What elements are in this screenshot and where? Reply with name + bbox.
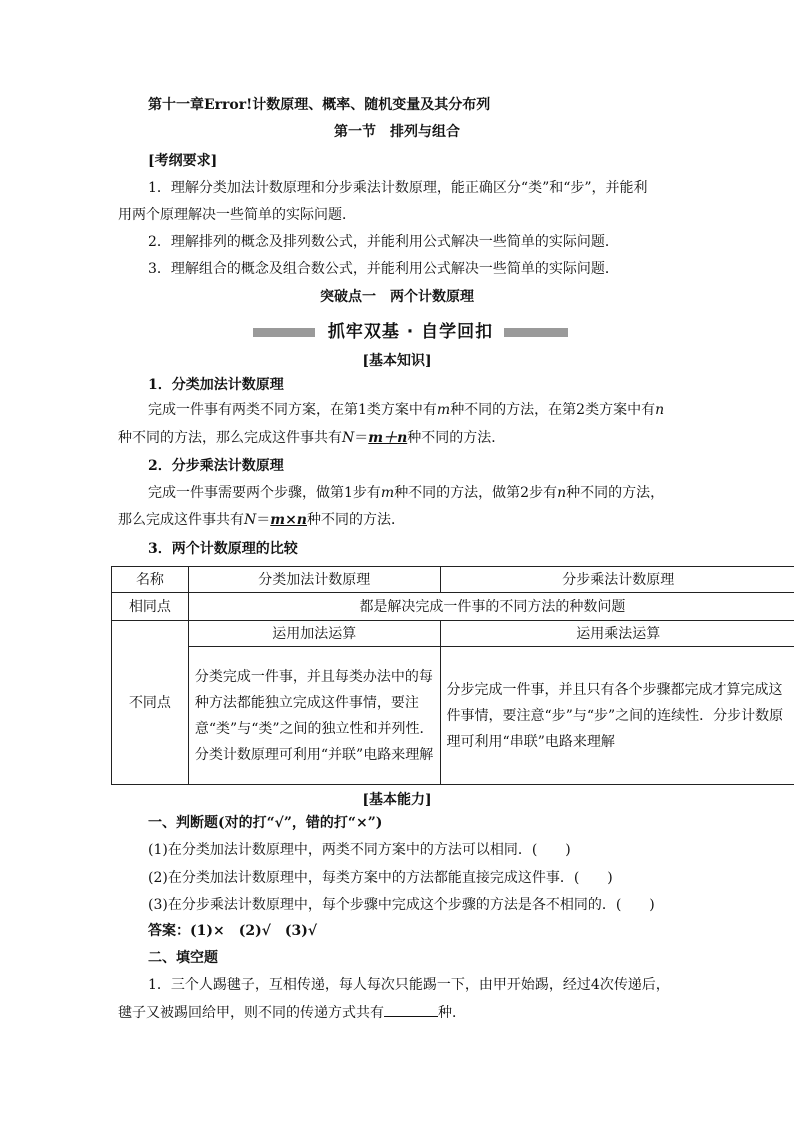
syllabus-item-1-line-2: 用两个原理解决一些简单的实际问题． [118, 207, 356, 223]
basic-ability-heading: [基本能力] [362, 792, 432, 808]
fill-question-1-line-1: 1．三个人踢毽子，互相传递，每人每次只能踢一下，由甲开始踢，经过4次传递后， [148, 977, 670, 993]
judge-answer: 答案：(1)× (2)√ (3)√ [148, 923, 318, 939]
text-segment: 种不同的方法，在第2类方案中有 [450, 402, 656, 418]
judge-heading: 一、判断题(对的打“√”，错的打“×”) [148, 815, 383, 831]
equals-sign: ＝ [256, 512, 271, 528]
variable-m: m [436, 402, 451, 418]
table-row-diff-text [112, 647, 794, 785]
knowledge-heading-2: 2．分步乘法计数原理 [148, 458, 284, 474]
syllabus-item-3: 3．理解组合的概念及组合数公式，并能利用公式解决一些简单的实际问题． [148, 261, 619, 277]
judge-question-2: (2)在分类加法计数原理中，每类方案中的方法都能直接完成这件事．( ) [148, 870, 613, 886]
variable-m: m [380, 485, 395, 501]
banner-text: 抓牢双基 · 自学回扣 [327, 322, 494, 342]
knowledge-para-2-line-2 [118, 510, 405, 530]
formula-product: m×n [270, 512, 307, 528]
equals-sign: ＝ [354, 430, 369, 446]
variable-n: n [557, 485, 567, 501]
syllabus-item-1-line-1: 1．理解分类加法计数原理和分步乘法计数原理，能正确区分“类”和“步”，并能利 [148, 180, 648, 196]
header-addition: 分类加法计数原理 [188, 567, 440, 593]
chapter-title: 第十一章Error!计数原理、概率、随机变量及其分布列 [148, 97, 491, 113]
variable-N: N [342, 430, 355, 446]
banner-bar-right [504, 328, 568, 337]
text-segment: 种不同的方法，做第2步有 [394, 485, 558, 501]
knowledge-para-1-line-1 [148, 400, 664, 420]
fill-question-1-line-2 [118, 1002, 466, 1023]
knowledge-para-1-line-2 [118, 428, 505, 448]
basic-knowledge-heading: [基本知识] [362, 353, 432, 369]
syllabus-item-2: 2．理解排列的概念及排列数公式，并能利用公式解决一些简单的实际问题． [148, 234, 619, 250]
text-segment: 种不同的方法， [566, 485, 665, 501]
table-row-same [112, 593, 794, 621]
knowledge-para-2-line-1 [148, 483, 664, 503]
text-segment: 完成一件事有两类不同方案，在第1类方案中有 [148, 402, 437, 418]
diff-addition-text: 分类完成一件事，并且每类办法中的每种方法都能独立完成这件事情，要注意“类”与“类”之间的独立性和并列性．分类计数原理可利用“并联”电路来理解 [188, 647, 440, 785]
formula-sum: m＋n [368, 430, 408, 446]
section-title: 第一节 排列与组合 [334, 124, 460, 140]
same-point-text: 都是解决完成一件事的不同方法的种数问题 [188, 593, 794, 621]
variable-n: n [655, 402, 665, 418]
header-multiplication: 分步乘法计数原理 [440, 567, 794, 593]
knowledge-heading-1: 1．分类加法计数原理 [148, 377, 284, 393]
diff-multiplication-head: 运用乘法运算 [440, 621, 794, 647]
variable-N: N [244, 512, 257, 528]
text-segment: 种不同的方法． [407, 430, 506, 446]
comparison-table [111, 566, 794, 785]
text-segment: 种不同的方法，那么完成这件事共有 [118, 430, 342, 446]
section-banner [253, 320, 568, 344]
text-segment: 种不同的方法． [306, 512, 405, 528]
table-row-diff-heads [112, 621, 794, 647]
row-label-same: 相同点 [112, 593, 189, 621]
diff-multiplication-text: 分步完成一件事，并且只有各个步骤都完成才算完成这件事情，要注意“步”与“步”之间的连续性．分步计数原理可利用“串联”电路来理解 [440, 647, 794, 785]
text-segment: 毽子又被踢回给甲，则不同的传递方式共有 [118, 1005, 384, 1021]
row-label-diff: 不同点 [112, 621, 189, 785]
syllabus-heading: [考纲要求] [148, 153, 218, 169]
text-segment: 种． [438, 1005, 466, 1021]
fill-heading: 二、填空题 [148, 950, 218, 966]
header-name: 名称 [112, 567, 189, 593]
banner-bar-left [253, 328, 315, 337]
judge-question-3: (3)在分步乘法计数原理中，每个步骤中完成这个步骤的方法是各不相同的．( ) [148, 897, 655, 913]
answer-blank[interactable] [384, 1002, 438, 1017]
text-segment: 那么完成这件事共有 [118, 512, 244, 528]
table-header-row [112, 567, 794, 593]
knowledge-heading-3: 3．两个计数原理的比较 [148, 541, 298, 557]
diff-addition-head: 运用加法运算 [188, 621, 440, 647]
text-segment: 完成一件事需要两个步骤，做第1步有 [148, 485, 381, 501]
judge-question-1: (1)在分类加法计数原理中，两类不同方案中的方法可以相同．( ) [148, 842, 571, 858]
point-title: 突破点一 两个计数原理 [320, 289, 474, 305]
